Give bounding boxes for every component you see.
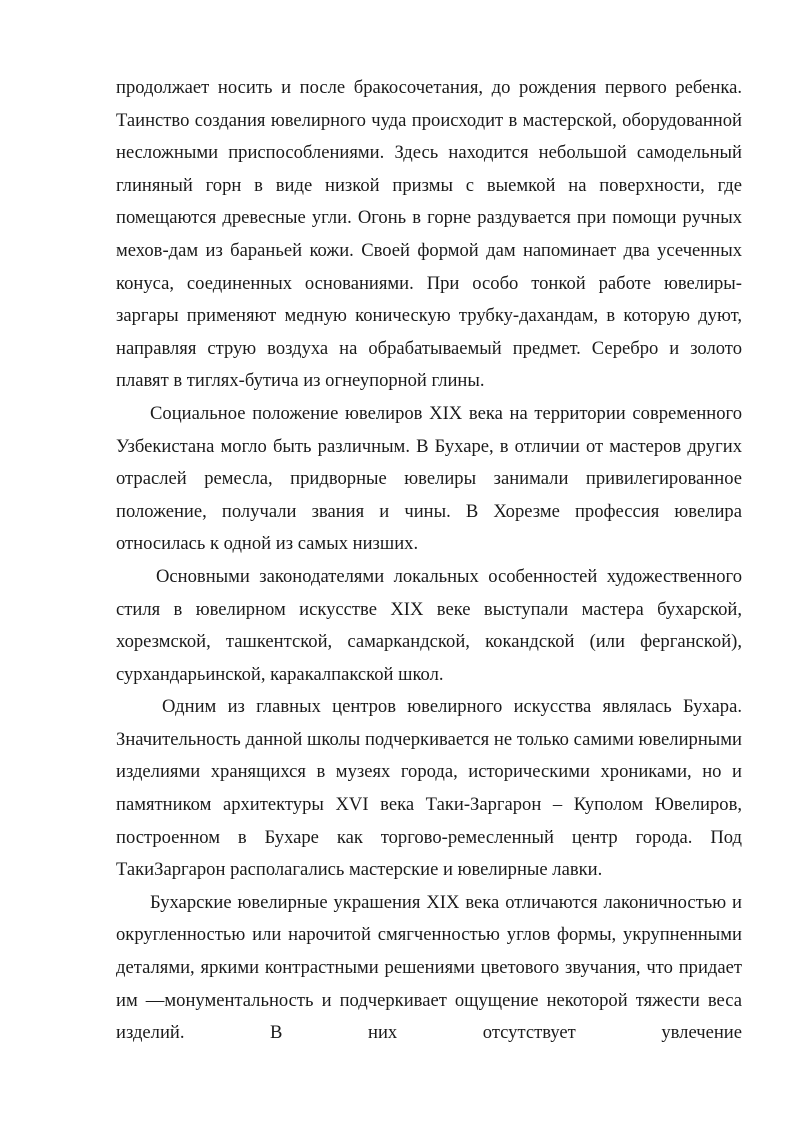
paragraph-5: Бухарские ювелирные украшения XIX века отличаются лаконичностью и округленностью или нарочитой смягченностью углов формы, укрупненными деталями, яркими контрастными решениями цветового звучания, что придает им ―монументальность и подчеркивает ощущение некоторой тяжести веса изделий. В них отсутствует увлечение (116, 891, 742, 1044)
paragraph-3: Основными законодателями локальных особенностей художественного стиля в ювелирном искусстве XIX веке выступали мастера бухарской, хорезмской, ташкентской, самаркандской, кокандской (или ферганской), сурхандарьинской, каракалпакской школ. (116, 565, 742, 685)
paragraph-2: Социальное положение ювелиров XIX века на территории современного Узбекистана могло быть различным. В Бухаре, в отличии от мастеров других отраслей ремесла, придворные ювелиры занимали привилегированное положение, получали звания и чины. В Хорезме профессия ювелира относилась к одной из самых низших. (116, 402, 742, 555)
paragraph-1: продолжает носить и после бракосочетания, до рождения первого ребенка. Таинство создания ювелирного чуда происходит в мастерской, оборудованной несложными приспособлениями. Здесь находится небольшой самодельный глиняный горн в виде низкой призмы с выемкой на поверхности, где помещаются древесные угли. Огонь в горне раздувается при помощи ручных мехов-дам из бараньей кожи. Своей формой дам напоминает два усеченных конуса, соединенных основаниями. При особо тонкой работе ювелиры-заргары применяют медную коническую трубку-дахандам, в которую дуют, направляя струю воздуха на обрабатываемый предмет. Серебро и золото плавят в тиглях-бутича из огнеупорной глины. (116, 77, 742, 392)
paragraph-4: Одним из главных центров ювелирного искусства являлась Бухара. Значительность данной школы подчеркивается не только самими ювелирными изделиями хранящихся в музеях города, историческими хрониками, но и памятником архитектуры XVI века Таки-Заргарон – Куполом Ювелиров, построенном в Бухаре как торгово-ремесленный центр города. Под ТакиЗаргарон располагались мастерские и ювелирные лавки. (116, 696, 742, 881)
